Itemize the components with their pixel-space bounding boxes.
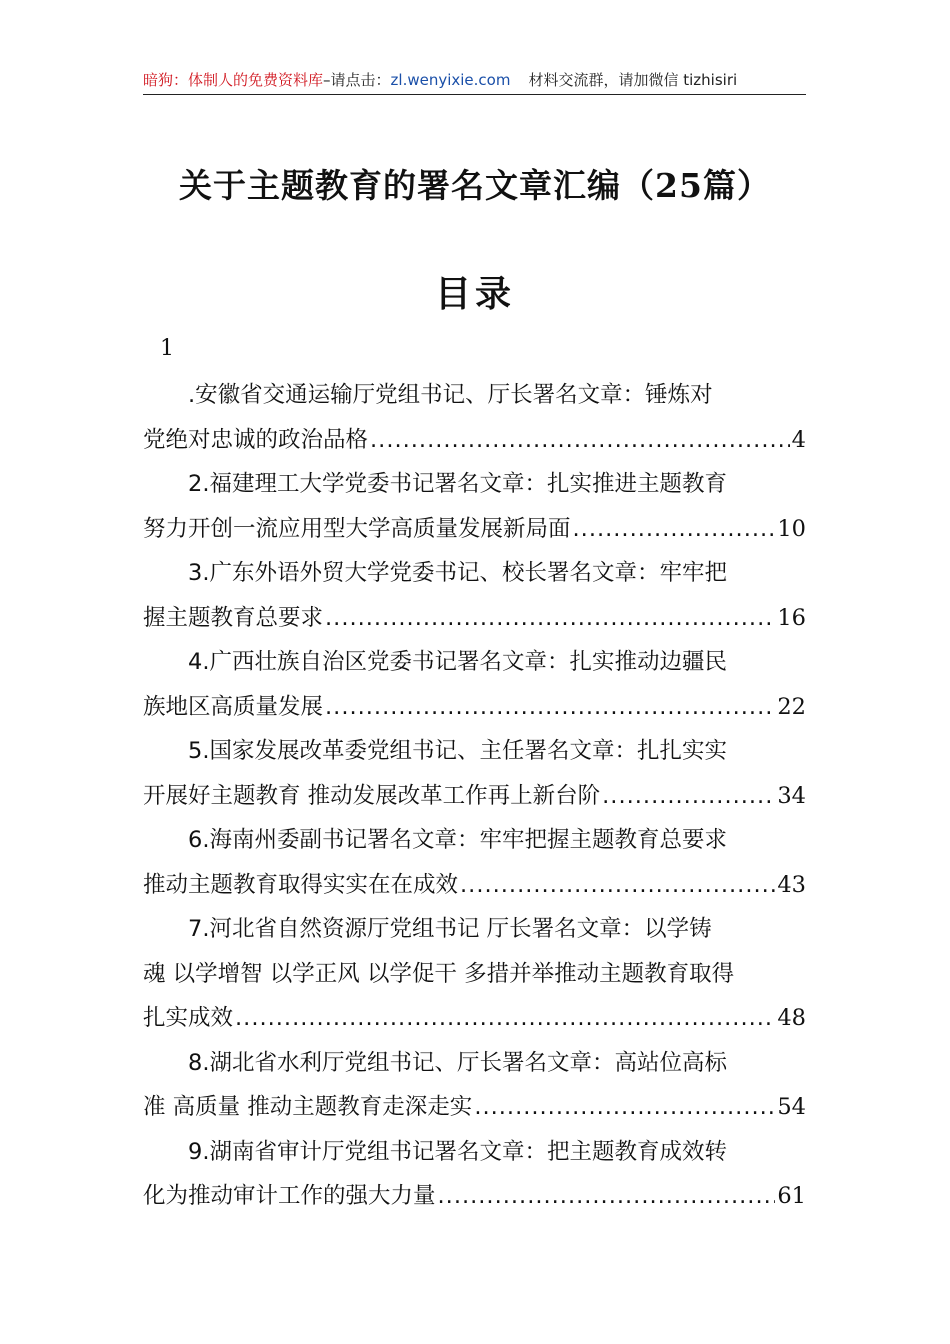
page-header — [143, 70, 806, 95]
header-click-text: –请点击： — [323, 71, 391, 89]
toc-entry-last-line — [143, 507, 806, 552]
toc-entry-title: 9.湖南省审计厅党组书记署名文章：把主题教育成效转 — [188, 1138, 727, 1165]
toc-entry-title-continued: 魂 以学增智 以学正风 以学促干 多措并举推动主题教育取得 — [143, 960, 735, 987]
toc-entry-title-end: 族地区高质量发展 — [143, 693, 324, 720]
toc-entry-title-end: 推动主题教育取得实实在在成效 — [143, 871, 459, 898]
toc-entry-title-end: 握主题教育总要求 — [143, 604, 324, 631]
toc-page-number: 54 — [777, 1094, 806, 1120]
toc-entry-title-end: 扎实成效 — [143, 1005, 234, 1031]
toc-entry-last-line — [143, 685, 806, 730]
toc-entry-last-line — [143, 774, 806, 819]
dot-leader — [438, 1174, 776, 1219]
toc-entry-title-end: 化为推动审计工作的强大力量 — [143, 1183, 436, 1209]
toc-entry-last-line — [143, 596, 806, 641]
toc-entry[interactable] — [143, 551, 806, 640]
toc-entry[interactable] — [143, 907, 806, 1041]
toc-entry-title: 4.广西壮族自治区党委书记署名文章：扎实推动边疆民 — [188, 649, 727, 675]
toc-entry-title: 5.国家发展改革委党组书记、主任署名文章：扎扎实实 — [188, 738, 727, 764]
toc-entry[interactable] — [143, 1130, 806, 1219]
toc-entry-last-line — [143, 418, 806, 463]
toc-entry-title-end: 准 高质量 推动主题教育走深走实 — [143, 1094, 473, 1120]
toc-entry[interactable] — [143, 1041, 806, 1130]
toc-entry[interactable] — [143, 729, 806, 818]
toc-entry-title: 8.湖北省水利厅党组书记、厅长署名文章：高站位高标 — [188, 1049, 727, 1076]
toc-entry-title: 3.广东外语外贸大学党委书记、校长署名文章：牢牢把 — [188, 560, 727, 586]
toc-entry[interactable] — [143, 373, 806, 462]
dot-leader — [602, 774, 775, 819]
toc-entry-title-end: 努力开创一流应用型大学高质量发展新局面 — [143, 515, 571, 542]
toc-entry-title: 7.河北省自然资源厅党组书记 厅长署名文章：以学铸 — [188, 916, 712, 942]
toc-entry-title: 6.海南州委副书记署名文章：牢牢把握主题教育总要求 — [188, 827, 727, 853]
header-group-info: 材料交流群，请加微信 tizhisiri — [528, 71, 738, 89]
dot-leader — [474, 1085, 775, 1130]
toc-page-number: 22 — [777, 693, 806, 720]
dot-leader — [325, 596, 775, 641]
toc-page-number: 34 — [777, 782, 806, 809]
toc-entry-title: .安徽省交通运输厅党组书记、厅长署名文章：锤炼对 — [188, 382, 713, 408]
toc-heading: 目录 — [434, 273, 515, 315]
dot-leader — [235, 996, 775, 1041]
toc-entry[interactable] — [143, 462, 806, 551]
toc-page-number: 16 — [777, 604, 806, 631]
dot-leader — [460, 863, 775, 908]
toc-entry[interactable] — [143, 818, 806, 907]
toc-entry[interactable] — [143, 640, 806, 729]
dot-leader — [573, 507, 776, 552]
dot-leader — [370, 418, 790, 463]
toc-page-number: 61 — [777, 1183, 806, 1209]
toc-page-number: 10 — [777, 515, 806, 542]
dot-leader — [325, 685, 775, 730]
header-brand: 暗狗：体制人的免费资料库 — [143, 71, 324, 89]
toc-entry-last-line — [143, 1174, 806, 1219]
toc-entry-last-line — [143, 1085, 806, 1130]
stray-number: 1 — [160, 336, 174, 361]
document-title: 关于主题教育的署名文章汇编（25篇） — [179, 166, 771, 205]
toc-page-number: 4 — [791, 426, 806, 453]
toc-entry-title: 2.福建理工大学党委书记署名文章：扎实推进主题教育 — [188, 471, 727, 497]
toc-entry-title-end: 开展好主题教育 推动发展改革工作再上新台阶 — [143, 782, 601, 809]
toc-page-number: 43 — [777, 871, 806, 898]
table-of-contents — [143, 373, 806, 1219]
toc-entry-last-line — [143, 996, 806, 1041]
toc-entry-title-end: 党绝对忠诚的政治品格 — [143, 426, 369, 453]
toc-page-number: 48 — [777, 1005, 806, 1031]
header-url-link[interactable]: zl.wenyixie.com — [390, 71, 511, 89]
toc-entry-last-line — [143, 863, 806, 908]
